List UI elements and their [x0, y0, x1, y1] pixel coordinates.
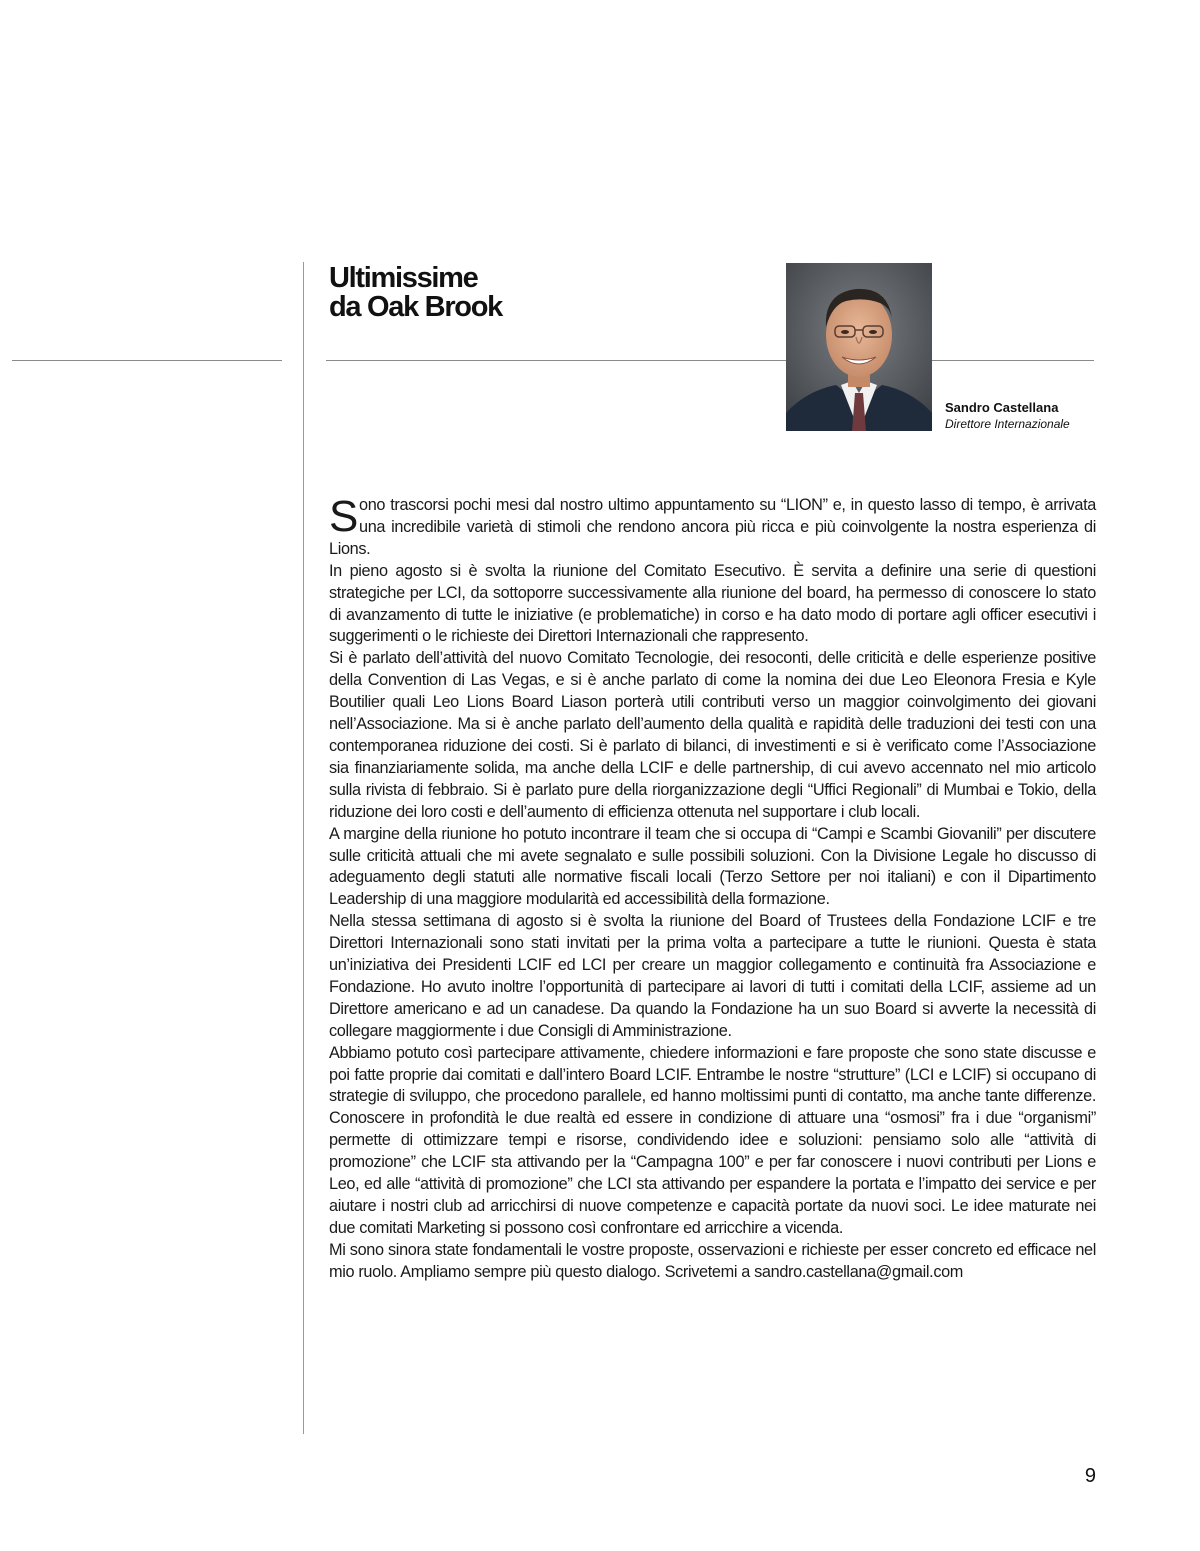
article-title — [329, 264, 502, 322]
author-name: Sandro Castellana — [945, 400, 1059, 415]
page-number: 9 — [1084, 1465, 1096, 1487]
paragraph-7: Mi sono sinora state fondamentali le vostre proposte, osservazioni e richieste per esser concreto ed efficace nel mio ruolo. Ampliamo sempre più questo dialogo. Scrivetemi a sandro.castellana@gmail.com — [329, 1240, 1096, 1281]
column-divider — [303, 262, 304, 1434]
paragraph-4: A margine della riunione ho potuto incontrare il team che si occupa di “Campi e Scambi Giovanili” per discutere sulle criticità attuali che mi avete segnalato e sulle possibili soluzioni. Con la Divisione Legale ho discusso di adeguamento degli statuti alle normative fiscali locali (Terzo Settore per noi italiani) e con il Dipartimento Leadership di una maggiore modularità ed accessibilità della formazione. — [329, 824, 1096, 909]
paragraph-5: Nella stessa settimana di agosto si è svolta la riunione del Board of Trustees della Fondazione LCIF e tre Direttori Internazionali sono stati invitati per la prima volta a partecipare a tutte le riunioni. Questa è stata un’iniziativa dei Presidenti LCIF ed LCI per creare un maggior collegamento e continuità fra Associazione e Fondazione. Ho avuto inoltre l’opportunità di partecipare ai lavori di tutti i comitati della LCIF, assieme ad un Direttore americano e ad un canadese. Da quando la Fondazione ha un suo Board si avverte la necessità di collegare maggiormente i due Consigli di Amministrazione. — [329, 912, 1096, 1040]
author-byline — [945, 399, 1095, 432]
paragraph-2: In pieno agosto si è svolta la riunione del Comitato Esecutivo. È servita a definire una serie di questioni strategiche per LCI, da sottoporre successivamente alla riunione del board, ha permesso di conoscere lo stato di avanzamento di tutte le iniziative (e problematiche) in corso e ha dato modo di portare agli officer esecutivi i suggerimenti o le richieste dei Direttori Internazionali che rappresento. — [329, 561, 1096, 646]
author-photo — [786, 263, 932, 431]
paragraph-1 — [329, 492, 1096, 561]
left-rule — [12, 360, 282, 361]
article-title-line1: Ultimissime — [329, 262, 478, 294]
article-title-line2: da Oak Brook — [329, 291, 502, 323]
paragraph-3: Si è parlato dell’attività del nuovo Comitato Tecnologie, dei resoconti, delle criticità e delle esperienze positive della Convention di Las Vegas, e si è anche parlato di come la nomina dei due Leo Eleonora Fresia e Kyle Boutilier quali Leo Lions Board Liason porterà utili contributi verso un maggior coinvolgimento dei giovani nell’Associazione. Ma si è anche parlato dell’aumento della qualità e rapidità delle traduzioni dei testi con una contemporanea riduzione dei costi. Si è parlato di bilanci, di investimenti e si è verificato come l’Associazione sia finanziariamente solida, ma anche della LCIF e delle partnership, di cui avevo accennato nel mio articolo sulla rivista di febbraio. Si è parlato pure della riorganizzazione degli “Uffici Regionali” di Mumbai e Tokio, della riduzione dei loro costi e dell’aumento di efficienza ottenuta nel supportare i club locali. — [329, 649, 1096, 821]
article-body — [329, 492, 1096, 1284]
paragraph-1-text: ono trascorsi pochi mesi dal nostro ultimo appuntamento su “LION” e, in questo lasso di tempo, è arrivata una incredibile varietà di stimoli che rendono ancora più ricca e più coinvolgente la nostra esperienza di Lions. — [329, 496, 1096, 558]
header-rule — [326, 360, 1094, 361]
paragraph-6: Abbiamo potuto così partecipare attivamente, chiedere informazioni e fare proposte che sono state discusse e poi fatte proprie dai comitati e dall’intero Board LCIF. Entrambe le nostre “strutture” (LCI e LCIF) si occupano di strategie di sviluppo, che procedono parallele, ed hanno moltissimi punti di contatto, ma anche tante differenze. Conoscere in profondità le due realtà ed essere in condizione di attuare una “osmosi” fra i due “organismi” permette di ottimizzare tempi e risorse, condividendo idee e soluzioni: pensiamo solo alle “attività di promozione” che LCIF sta attivando per la “Campagna 100” e per far conoscere i nuovi contributi per Lions e Leo, ed alle “attività di promozione” che LCI sta attivando per espandere la portata e l’impatto dei service e per aiutare i nostri club ad arricchirsi di nuove competenze e capacità portate da nuovi soci. Le idee maturate nei due comitati Marketing si possono così confrontare ed arricchire a vicenda. — [329, 1043, 1096, 1237]
drop-cap: S — [329, 492, 358, 541]
author-role: Direttore Internazionale — [945, 417, 1070, 431]
